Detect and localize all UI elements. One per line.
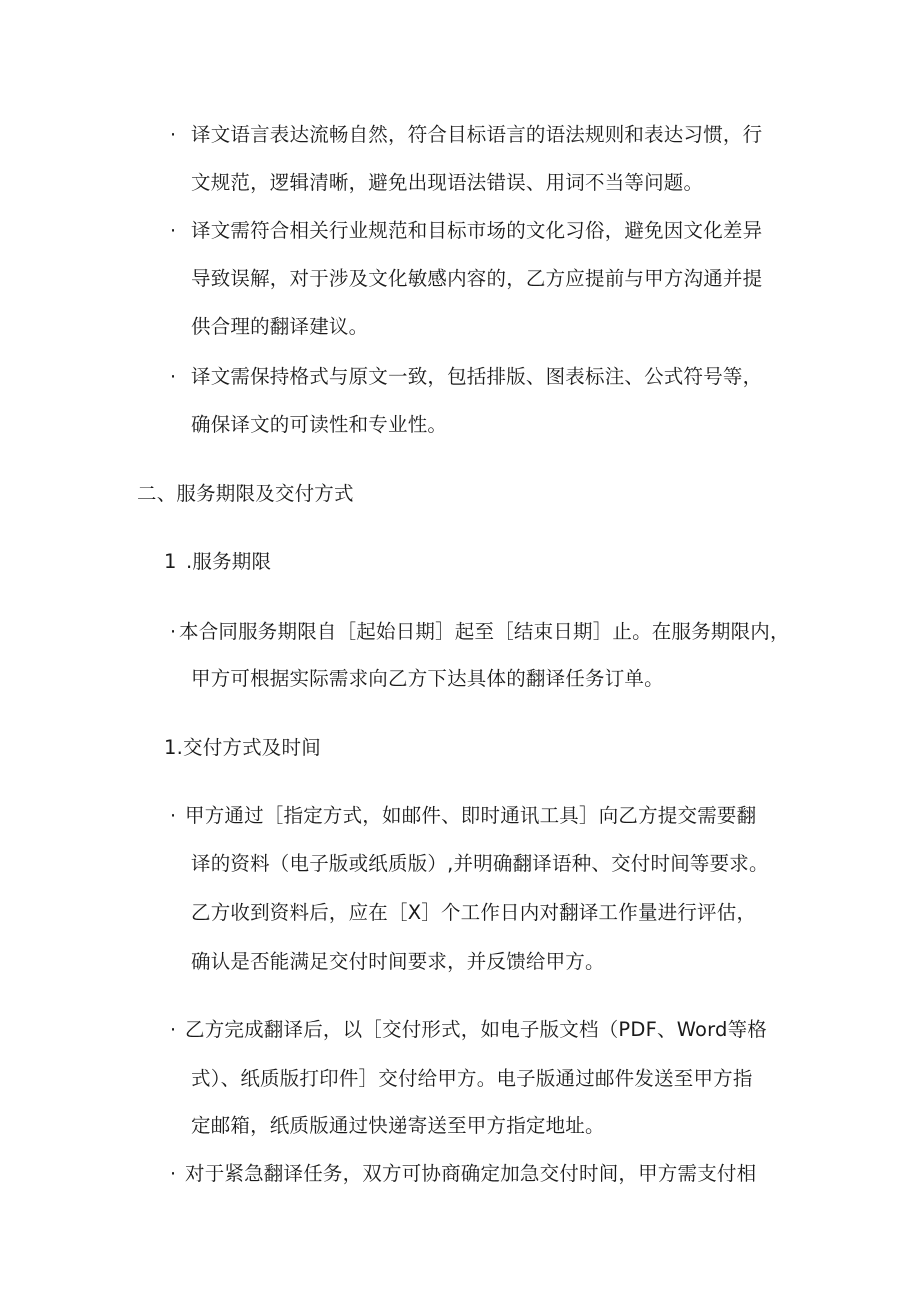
- bullet-dot: ·: [170, 1163, 177, 1185]
- quality-item-2-line-2: 导致误解，对于涉及文化敏感内容的，乙方应提前与甲方沟通并提: [191, 267, 763, 290]
- delivery-item-1-line-1: 甲方通过［指定方式，如邮件、即时通讯工具］向乙方提交需要翻: [185, 804, 757, 827]
- bullet-dot: ·: [170, 124, 177, 146]
- quality-item-3-line-2: 确保译文的可读性和专业性。: [191, 413, 448, 436]
- delivery-item-1-line-4: 确认是否能满足交付时间要求，并反馈给甲方。: [191, 950, 605, 973]
- quality-item-3-line-1: 译文需保持格式与原文一致，包括排版、图表标注、公式符号等，: [191, 365, 763, 388]
- section-2-heading: 二、服务期限及交付方式: [137, 482, 354, 505]
- bullet-dot: ·: [170, 366, 177, 388]
- quality-item-2-line-3: 供合理的翻译建议。: [191, 315, 369, 338]
- quality-item-2-line-1: 译文需符合相关行业规范和目标市场的文化习俗，避免因文化差异: [191, 219, 763, 242]
- delivery-item-2-line-2: 式）、纸质版打印件］交付给甲方。电子版通过邮件发送至甲方指: [191, 1067, 753, 1090]
- delivery-item-1-line-2: 译的资料（电子版或纸质版）,并明确翻译语种、交付时间等要求。: [191, 852, 769, 875]
- delivery-item-2-line-1: 乙方完成翻译后，以［交付形式，如电子版文档（PDF、Word等格: [185, 1018, 768, 1041]
- delivery-item-3-line-1: 对于紧急翻译任务，双方可协商确定加急交付时间，甲方需支付相: [185, 1162, 757, 1185]
- quality-item-1-line-2: 文规范，逻辑清晰，避免出现语法错误、用词不当等问题。: [191, 171, 704, 194]
- delivery-item-2-line-3: 定邮箱，纸质版通过快递寄送至甲方指定地址。: [191, 1114, 605, 1137]
- subsection-2-heading: 1.交付方式及时间: [164, 736, 321, 759]
- subsection-1-title: .服务期限: [186, 550, 272, 573]
- bullet-dot: ·: [170, 805, 177, 827]
- bullet-dot: ·: [170, 220, 177, 242]
- service-term-line-1: 本合同服务期限自［起始日期］起至［结束日期］止。在服务期限内，: [179, 620, 790, 643]
- bullet-dot: ·: [170, 1019, 177, 1041]
- quality-item-1-line-1: 译文语言表达流畅自然，符合目标语言的语法规则和表达习惯，行: [191, 123, 763, 146]
- delivery-item-1-line-3: 乙方收到资料后，应在［X］个工作日内对翻译工作量进行评估，: [191, 901, 757, 924]
- service-term-line-2: 甲方可根据实际需求向乙方下达具体的翻译任务订单。: [191, 667, 664, 690]
- subsection-1-number: 1: [164, 550, 177, 573]
- bullet-dot: ·: [170, 621, 177, 643]
